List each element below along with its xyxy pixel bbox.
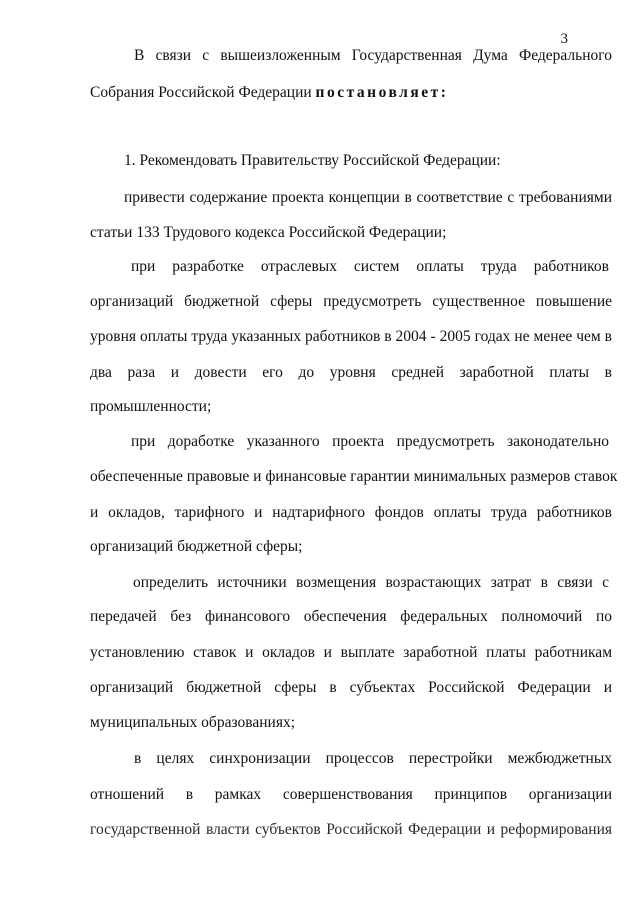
- page-number: 3: [560, 31, 568, 47]
- p4-line-2: передачей без финансового обеспечения федеральных полномочий по: [90, 608, 612, 625]
- p1-line-1: привести содержание проекта концепции в соответствие с требованиями: [124, 189, 612, 206]
- resolution-keyword: постановляет:: [315, 84, 449, 101]
- p3-line-3: и окладов, тарифного и надтарифного фондов оплаты труда работников: [90, 504, 612, 521]
- p1-line-2: статьи 133 Трудового кодекса Российской Федерации;: [90, 224, 447, 241]
- p5-line-3: государственной власти субъектов Российской Федерации и реформирования: [90, 821, 612, 838]
- p3-line-1: при доработке указанного проекта предусмотреть законодательно: [131, 433, 609, 450]
- intro-line-2-lead: Собрания Российской Федерации: [90, 84, 316, 101]
- p4-line-4: организаций бюджетной сферы в субъектах Российской Федерации и: [90, 679, 612, 696]
- p4-line-3: установлению ставок и окладов и выплате заработной платы работникам: [90, 644, 612, 661]
- p2-line-5: промышленности;: [90, 398, 212, 415]
- p3-line-2: обеспеченные правовые и финансовые гарантии минимальных размеров ставок: [90, 468, 618, 485]
- intro-line-2: [90, 84, 612, 102]
- p5-line-2: отношений в рамках совершенствования принципов организации: [90, 786, 612, 803]
- p3-line-4: организаций бюджетной сферы;: [90, 538, 303, 555]
- item-1-heading: 1. Рекомендовать Правительству Российской Федерации:: [124, 152, 501, 169]
- p2-line-3: уровня оплаты труда указанных работников в 2004 - 2005 годах не менее чем в: [90, 328, 612, 345]
- p2-line-4: два раза и довести его до уровня средней заработной платы в: [90, 364, 612, 381]
- p5-line-1: в целях синхронизации процессов перестройки межбюджетных: [134, 750, 612, 767]
- intro-line-1: В связи с вышеизложенным Государственная Дума Федерального: [134, 47, 612, 64]
- p2-line-2: организаций бюджетной сферы предусмотреть существенное повышение: [90, 293, 612, 310]
- p4-line-1: определить источники возмещения возрастающих затрат в связи с: [133, 574, 609, 591]
- p2-line-1: при разработке отраслевых систем оплаты труда работников: [131, 258, 609, 275]
- p4-line-5: муниципальных образованиях;: [90, 714, 296, 731]
